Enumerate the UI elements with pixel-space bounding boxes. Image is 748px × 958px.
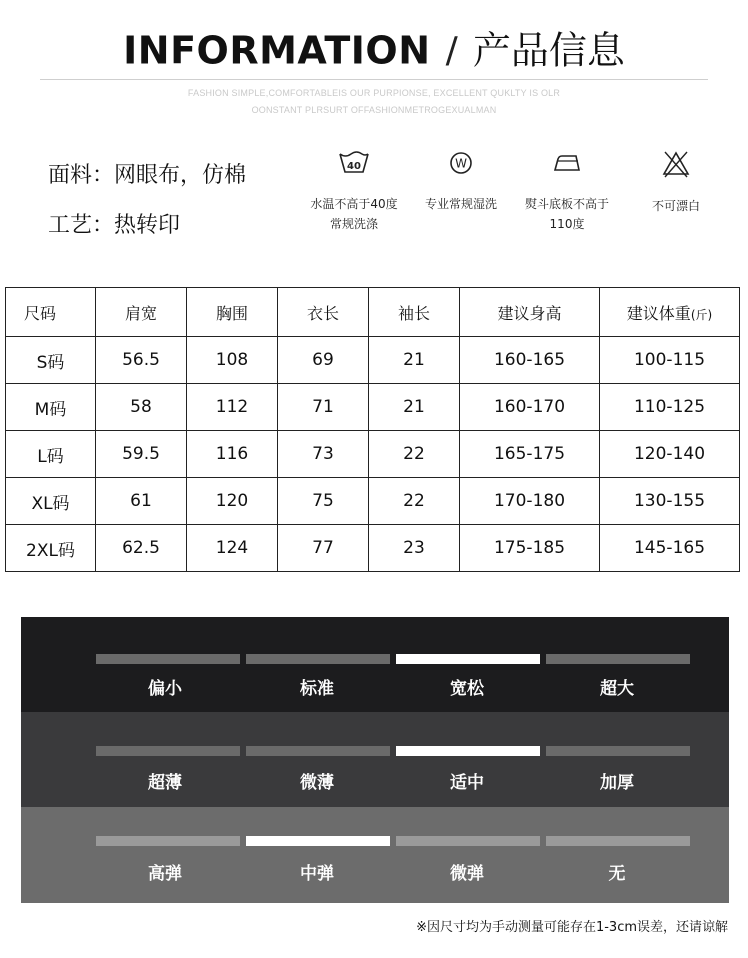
cell-size: S码 <box>6 337 96 384</box>
cell: 75 <box>278 478 369 525</box>
cell: 61 <box>96 478 187 525</box>
thickness-label-thick: 加厚 <box>600 773 634 793</box>
thickness-panel <box>21 712 729 807</box>
cell: 145-165 <box>600 525 740 572</box>
fit-panel <box>21 617 729 712</box>
thickness-label-medium: 适中 <box>450 773 484 793</box>
cell: 165-175 <box>460 431 600 478</box>
cell: 110-125 <box>600 384 740 431</box>
care-wash-label-2: 常规洗涤 <box>329 217 378 231</box>
care-iron-label-2: 110度 <box>549 217 585 231</box>
cell: 22 <box>369 478 460 525</box>
fit-label-loose: 宽松 <box>450 679 484 699</box>
header-divider <box>40 79 708 80</box>
thickness-bar-medium <box>396 746 540 756</box>
header-weight-unit: (斤) <box>690 307 713 322</box>
fabric-info: 面料：网眼布，仿棉 <box>48 163 247 188</box>
title-english: INFORMATION <box>123 28 431 73</box>
cell: 21 <box>369 384 460 431</box>
cell: 108 <box>187 337 278 384</box>
care-iron <box>512 150 622 234</box>
elasticity-label-medium: 中弹 <box>300 864 334 884</box>
iron-icon <box>551 150 583 176</box>
header-height: 建议身高 <box>460 288 600 337</box>
cell: 160-170 <box>460 384 600 431</box>
fit-label-standard: 标准 <box>300 679 334 699</box>
thickness-bar-ultrathin <box>96 746 240 756</box>
table-row <box>6 431 740 478</box>
cell: 116 <box>187 431 278 478</box>
thickness-bar-thick <box>546 746 690 756</box>
care-wash-label-1: 水温不高于40度 <box>310 197 398 211</box>
cell: 100-115 <box>600 337 740 384</box>
cell-size: XL码 <box>6 478 96 525</box>
page-title <box>0 24 748 76</box>
wetclean-letter: W <box>455 156 467 171</box>
header-length: 衣长 <box>278 288 369 337</box>
size-table <box>5 287 740 572</box>
cell: 120-140 <box>600 431 740 478</box>
cell-size: L码 <box>6 431 96 478</box>
elasticity-bar-slight <box>396 836 540 846</box>
care-wetclean-label: 专业常规湿洗 <box>424 197 497 211</box>
cell: 120 <box>187 478 278 525</box>
thickness-bar-thin <box>246 746 390 756</box>
wash-temp-text: 40 <box>347 161 361 172</box>
cell: 77 <box>278 525 369 572</box>
fit-bar-oversize <box>546 654 690 664</box>
fit-bar-loose <box>396 654 540 664</box>
elasticity-label-high: 高弹 <box>148 864 182 884</box>
header-chest: 胸围 <box>187 288 278 337</box>
care-bleach-label: 不可漂白 <box>651 199 700 213</box>
cell: 21 <box>369 337 460 384</box>
elasticity-bar-high <box>96 836 240 846</box>
cell: 170-180 <box>460 478 600 525</box>
elasticity-label-slight: 微弹 <box>450 864 484 884</box>
header-sleeve: 袖长 <box>369 288 460 337</box>
cell: 73 <box>278 431 369 478</box>
elasticity-panel <box>21 807 729 903</box>
fit-bar-standard <box>246 654 390 664</box>
wash-40-icon <box>337 150 371 176</box>
tagline-line-1: FASHION SIMPLE,COMFORTABLEIS OUR PURPIONSE, EXCELLENT QUKLTY IS OLR <box>187 88 561 98</box>
cell: 175-185 <box>460 525 600 572</box>
header-size: 尺码 <box>6 288 96 337</box>
header-weight <box>600 288 740 337</box>
tagline-line-2: OONSTANT PLRSURT OFFASHIONMETROGEXUALMAN <box>251 105 497 115</box>
measurement-footnote: ※因尺寸均为手动测量可能存在1-3cm误差，还请谅解 <box>416 920 728 935</box>
cell-size: M码 <box>6 384 96 431</box>
title-separator: / <box>445 29 458 71</box>
cell-size: 2XL码 <box>6 525 96 572</box>
table-row <box>6 337 740 384</box>
elasticity-bar-medium <box>246 836 390 846</box>
cell: 160-165 <box>460 337 600 384</box>
cell: 130-155 <box>600 478 740 525</box>
title-chinese: 产品信息 <box>472 28 625 73</box>
thickness-label-ultrathin: 超薄 <box>148 773 182 793</box>
cell: 71 <box>278 384 369 431</box>
cell: 22 <box>369 431 460 478</box>
cell: 58 <box>96 384 187 431</box>
no-bleach-icon <box>661 150 691 178</box>
care-iron-label-1: 熨斗底板不高于 <box>524 197 609 211</box>
cell: 124 <box>187 525 278 572</box>
care-wash <box>299 150 409 234</box>
table-header-row <box>6 288 740 337</box>
professional-wet-clean-icon <box>448 150 474 176</box>
elasticity-bar-none <box>546 836 690 846</box>
fit-label-oversize: 超大 <box>600 679 634 699</box>
table-row <box>6 478 740 525</box>
cell: 112 <box>187 384 278 431</box>
care-bleach <box>621 150 731 216</box>
header-weight-label: 建议体重 <box>626 303 691 323</box>
fit-label-small: 偏小 <box>148 679 182 699</box>
cell: 62.5 <box>96 525 187 572</box>
cell: 56.5 <box>96 337 187 384</box>
header-shoulder: 肩宽 <box>96 288 187 337</box>
cell: 69 <box>278 337 369 384</box>
cell: 59.5 <box>96 431 187 478</box>
table-row <box>6 525 740 572</box>
care-wetclean <box>406 150 516 214</box>
elasticity-label-none: 无 <box>608 864 626 884</box>
table-row <box>6 384 740 431</box>
craft-info: 工艺：热转印 <box>48 213 181 238</box>
thickness-label-thin: 微薄 <box>300 773 334 793</box>
cell: 23 <box>369 525 460 572</box>
fit-bar-small <box>96 654 240 664</box>
